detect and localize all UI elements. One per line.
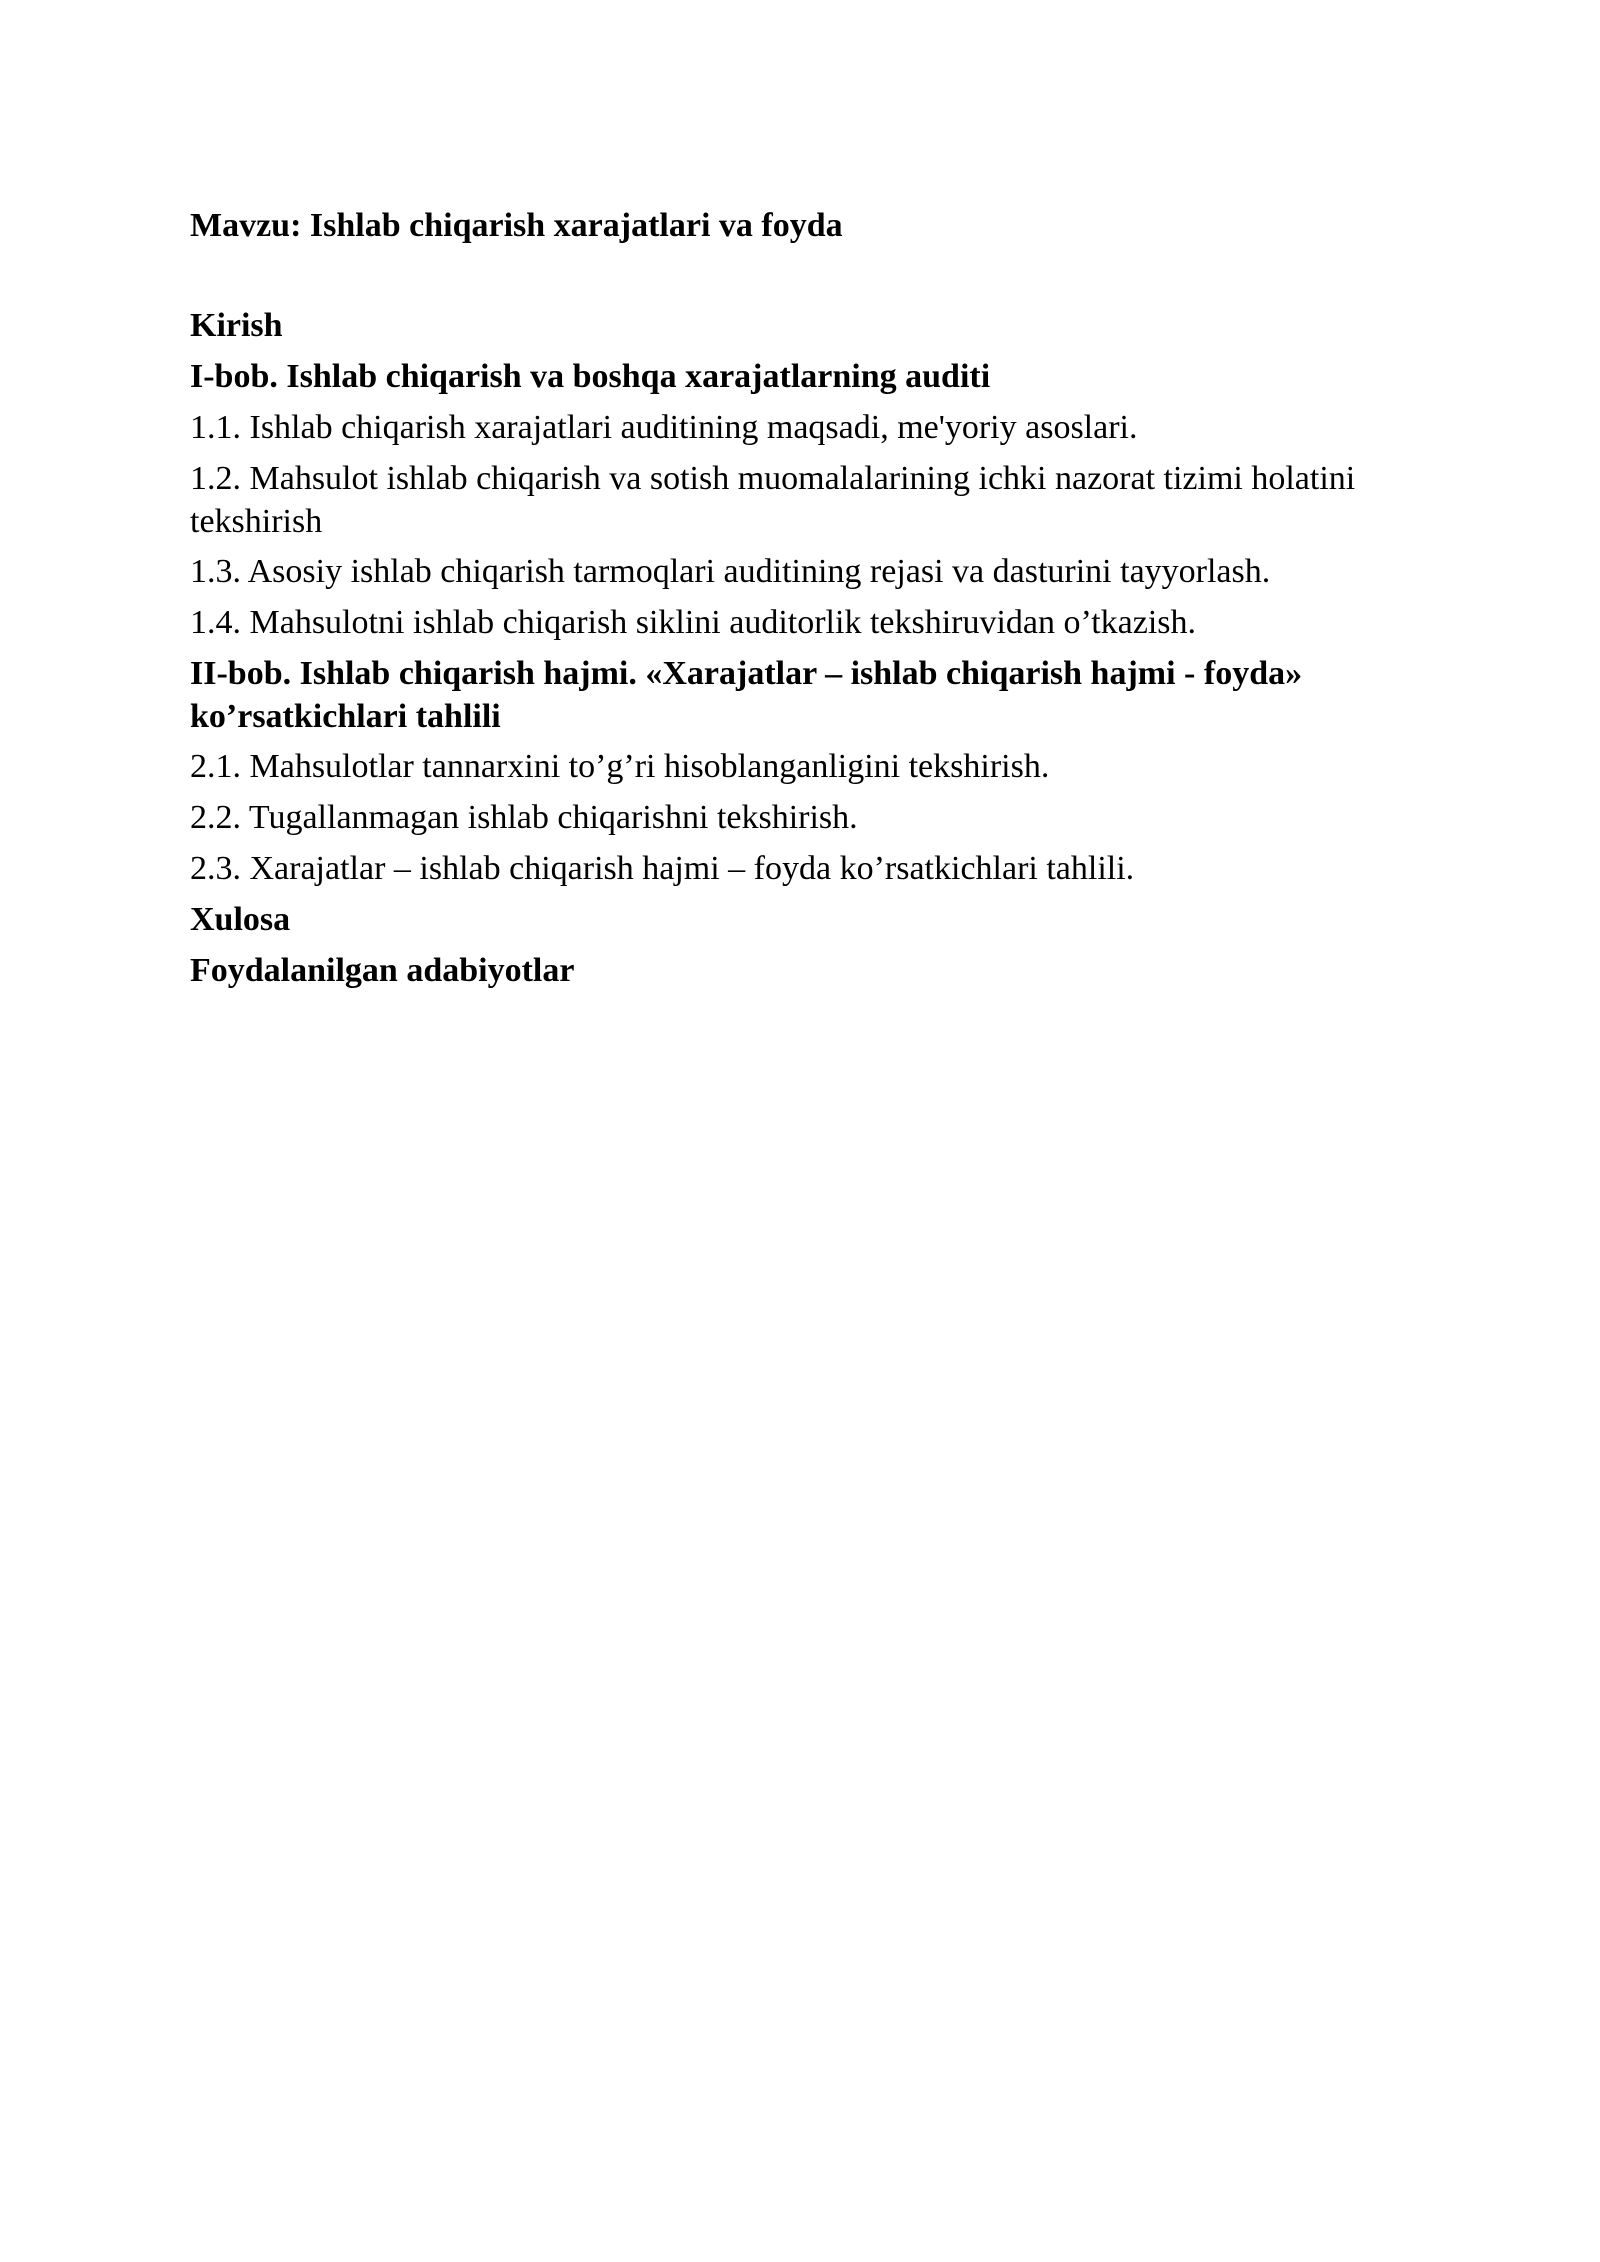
- toc-item-2-1: 2.1. Mahsulotlar tannarxini to’g’ri hisoblanganligini tekshirish.: [190, 748, 1050, 785]
- toc-heading-introduction: Kirish: [190, 307, 283, 344]
- toc-item-1-4: 1.4. Mahsulotni ishlab chiqarish siklini auditorlik tekshiruvidan o’tkazish.: [190, 604, 1197, 641]
- toc-item-2-3: 2.3. Xarajatlar – ishlab chiqarish hajmi – foyda ko’rsatkichlari tahlili.: [190, 850, 1135, 887]
- toc-item-2-2: 2.2. Tugallanmagan ishlab chiqarishni tekshirish.: [190, 799, 858, 836]
- toc-heading-chapter-1: I-bob. Ishlab chiqarish va boshqa xarajatlarning auditi: [190, 358, 991, 395]
- toc-heading-chapter-2: II-bob. Ishlab chiqarish hajmi. «Xarajatlar – ishlab chiqarish hajmi - foyda» ko’rsatkichlari tahlili: [190, 655, 1303, 735]
- page-title: Mavzu: Ishlab chiqarish xarajatlari va foyda: [190, 207, 843, 244]
- toc-item-1-2: 1.2. Mahsulot ishlab chiqarish va sotish muomalalarining ichki nazorat tizimi holatini tekshirish: [190, 460, 1356, 540]
- toc-item-1-3: 1.3. Asosiy ishlab chiqarish tarmoqlari auditining rejasi va dasturini tayyorlash.: [190, 553, 1271, 590]
- toc-item-1-1: 1.1. Ishlab chiqarish xarajatlari auditining maqsadi, me'yoriy asoslari.: [190, 409, 1138, 446]
- toc-heading-references: Foydalanilgan adabiyotlar: [190, 952, 575, 989]
- toc-heading-conclusion: Xulosa: [190, 901, 291, 938]
- document-content: [190, 204, 1490, 1000]
